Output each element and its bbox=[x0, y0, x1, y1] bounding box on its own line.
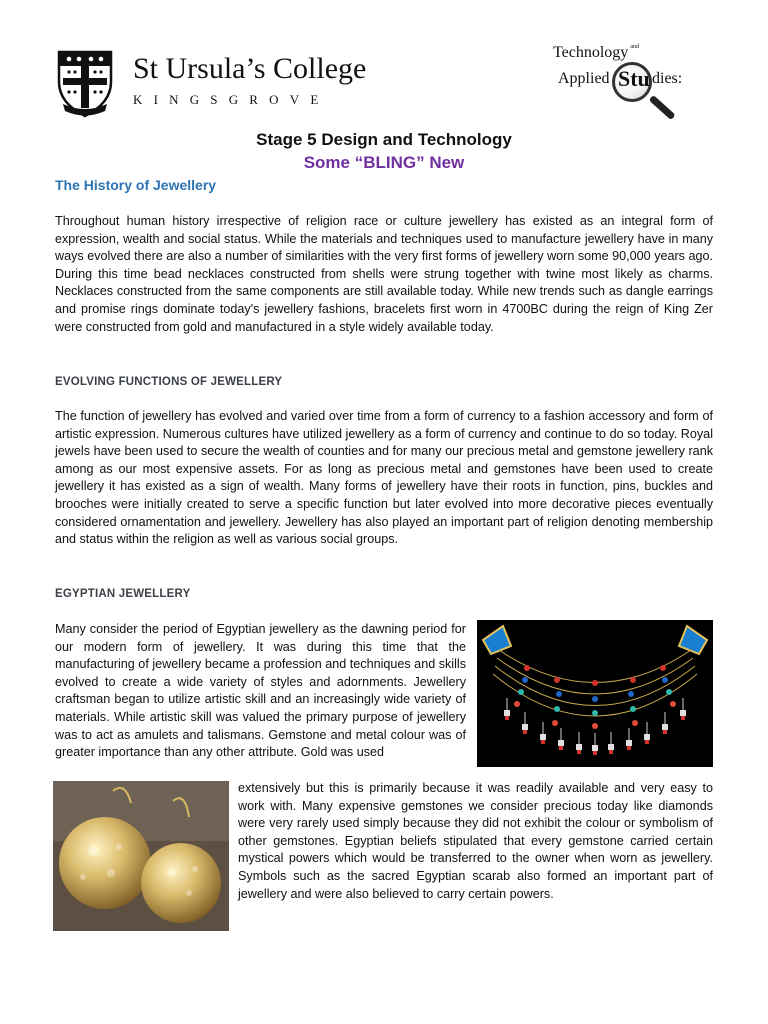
tas-logo bbox=[548, 44, 708, 116]
college-crest-logo bbox=[55, 48, 115, 118]
college-name: St Ursula’s College bbox=[133, 52, 367, 85]
tas-line1: Technology $^{and}$ bbox=[553, 44, 639, 61]
section-heading-egyptian: EGYPTIAN JEWELLERY bbox=[55, 588, 191, 600]
tas-line2-highlight: Stu bbox=[618, 66, 650, 91]
egyptian-paragraph-part1: Many consider the period of Egyptian jewellery as the dawning period for our modern form of jewellery. It was during this time that the manufacturing of jewellery became a profession and techniques and skills evolved to create a wide variety of styles and adornments. Jewellery craftsman began to utilize artistic skill and an increasingly wide variety of materials. While artistic skill was valued the primary purpose of jewellery was to act as amulets and talismans. Gemstone and metal colour was of greater importance than any other attribute. Gold was used bbox=[55, 622, 466, 760]
document-title: Stage 5 Design and Technology bbox=[256, 130, 512, 149]
tas-line2-suffix: dies: bbox=[652, 70, 683, 87]
history-heading: The History of Jewellery bbox=[55, 177, 217, 193]
functions-paragraph: The function of jewellery has evolved and varied over time from a form of currency to a fashion accessory and form of artistic expression. Numerous cultures have utilized jewellery as a form of currency and continue to do so today. Royal jewels have been used to secure the wealth of counties and for many our precious metal and gemstone jewellery rank among as our most expensive assets. For as long as precious metal and gemstones have been used to create jewellery it has existed as a sign of wealth. Many forms of jewellery have their roots in function, pins, buckles and brooches were initially created to serve a specific function but later evolved into more decorative pieces eventually considered ornamentation and jewellery. Jewellery has also played an important part of religion denoting membership and status within the religion as well as various social groups. bbox=[55, 409, 713, 547]
magnifier-handle bbox=[649, 95, 676, 120]
egyptian-paragraph-part2: extensively but this is primarily because it was readily available and very easy to work with. Many expensive gemstones we consider precious today like diamonds were very rarely used simply because they did not exhibit the colour or symbolism of other gemstones. Egyptian beliefs stipulated that every gemstone carried certain mystical powers which would be transferred to the owner when worn as jewellery. Symbols such as the sacred Egyptian scarab also formed an important part of jewellery and were also believed to carry certain powers. bbox=[238, 781, 713, 901]
tas-line2-prefix: Applied bbox=[558, 70, 610, 87]
section-heading-functions: EVOLVING FUNCTIONS OF JEWELLERY bbox=[55, 376, 283, 388]
college-location: KINGSGROVE bbox=[133, 92, 330, 107]
gold-earrings-image bbox=[53, 781, 229, 931]
intro-paragraph: Throughout human history irrespective of religion race or culture jewellery has existed as an integral form of expression, wealth and social status. While the materials and techniques used to manufacture jewellery have in many ways evolved there are also a number of similarities with the very first forms of jewellery worn some 90,000 years ago. During this time bead necklaces constructed from shells were strung together with twine most likely as charms. Necklaces constructed from the same components are still available today. While new trends such as dangle earrings and promise rings dominate today's jewellery fashions, bracelets first worn in 4700BC during the reign of King Zer were constructed from gold and manufactured in a style widely available today. bbox=[55, 214, 713, 334]
document-subtitle: Some “BLING” New bbox=[303, 153, 465, 172]
egyptian-necklace-image bbox=[477, 620, 713, 767]
